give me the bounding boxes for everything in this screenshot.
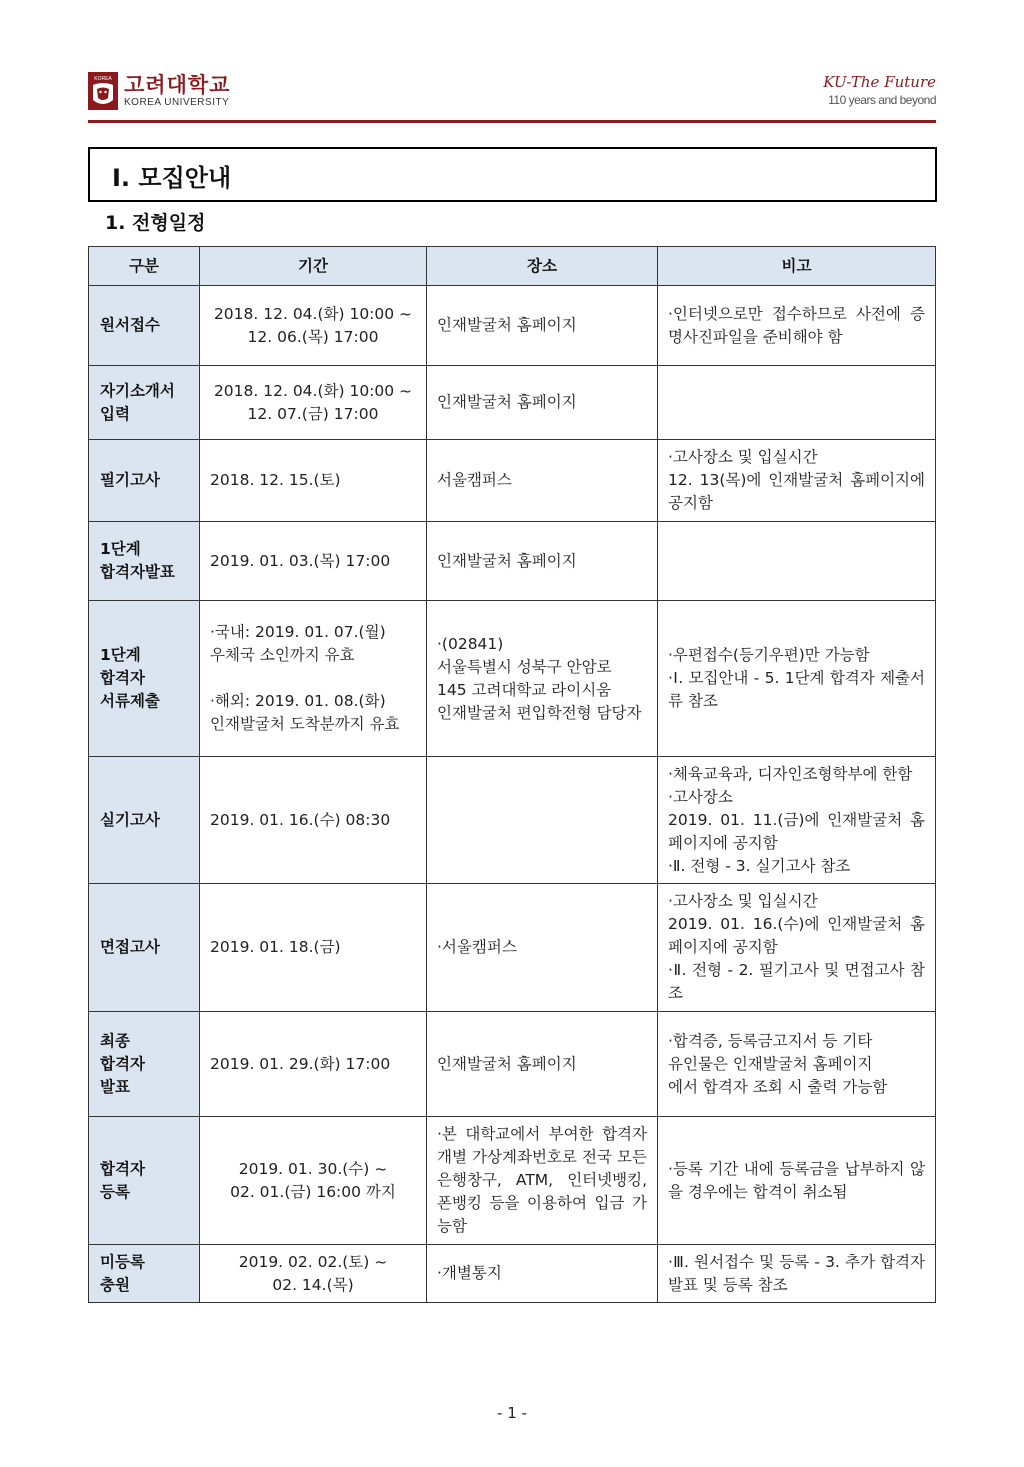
logo-english-name: KOREA UNIVERSITY: [124, 97, 230, 108]
slogan-script: KU-The Future: [823, 73, 936, 91]
page-header: [88, 70, 936, 120]
header-divider: [88, 120, 936, 123]
row-period: 2019. 01. 18.(금): [200, 884, 427, 1012]
row-note: ·고사장소 및 입실시간 2019. 01. 16.(수)에 인재발굴처 홈페이지에 공지함 ·Ⅱ. 전형 - 2. 필기고사 및 면접고사 참조: [658, 884, 936, 1012]
row-period: 2018. 12. 15.(토): [200, 440, 427, 522]
row-category: 미등록 충원: [89, 1245, 200, 1303]
row-note: ·등록 기간 내에 등록금을 납부하지 않을 경우에는 합격이 취소됨: [658, 1117, 936, 1245]
table-row: [89, 522, 936, 601]
row-period: 2019. 01. 29.(화) 17:00: [200, 1012, 427, 1117]
row-note: ·Ⅲ. 원서접수 및 등록 - 3. 추가 합격자 발표 및 등록 참조: [658, 1245, 936, 1303]
row-period: 2018. 12. 04.(화) 10:00 ~ 12. 07.(금) 17:00: [200, 366, 427, 440]
row-note: ·우편접수(등기우편)만 가능함 ·Ⅰ. 모집안내 - 5. 1단계 합격자 제출서류 참조: [658, 601, 936, 757]
row-place: ·(02841) 서울특별시 성북구 안암로 145 고려대학교 라이시움 인재발굴처 편입학전형 담당자: [427, 601, 658, 757]
row-period: ·국내: 2019. 01. 07.(월) 우체국 소인까지 유효 ·해외: 2019. 01. 08.(화) 인재발굴처 도착분까지 유효: [200, 601, 427, 757]
table-row: [89, 440, 936, 522]
row-place: 인재발굴처 홈페이지: [427, 522, 658, 601]
row-category: 자기소개서 입력: [89, 366, 200, 440]
row-category: 최종 합격자 발표: [89, 1012, 200, 1117]
university-logo: [88, 72, 230, 110]
row-category: 실기고사: [89, 757, 200, 884]
subheading: 1. 전형일정: [105, 212, 206, 234]
row-period: 2019. 01. 16.(수) 08:30: [200, 757, 427, 884]
row-place: 인재발굴처 홈페이지: [427, 1012, 658, 1117]
row-note: ·인터넷으로만 접수하므로 사전에 증명사진파일을 준비해야 함: [658, 286, 936, 366]
logo-korean-name: 고려대학교: [124, 73, 231, 97]
row-period: 2019. 02. 02.(토) ~ 02. 14.(목): [200, 1245, 427, 1303]
column-header-note: 비고: [658, 247, 936, 286]
section-title: Ⅰ. 모집안내: [112, 164, 232, 192]
table-row: [89, 757, 936, 884]
row-place: 서울캠퍼스: [427, 440, 658, 522]
table-row: [89, 1117, 936, 1245]
row-category: 합격자 등록: [89, 1117, 200, 1245]
row-place: ·본 대학교에서 부여한 합격자 개별 가상계좌번호로 전국 모든 은행창구, ATM, 인터넷뱅킹, 폰뱅킹 등을 이용하여 입금 가능함: [427, 1117, 658, 1245]
row-category: 원서접수: [89, 286, 200, 366]
section-title-box: [88, 147, 937, 202]
row-category: 1단계 합격자 서류제출: [89, 601, 200, 757]
row-place: [427, 757, 658, 884]
table-row: [89, 1245, 936, 1303]
tiger-emblem-icon: [88, 72, 118, 110]
row-place: 인재발굴처 홈페이지: [427, 366, 658, 440]
table-header-row: [89, 247, 936, 286]
slogan-logo: [796, 72, 936, 118]
table-row: [89, 286, 936, 366]
row-note: ·고사장소 및 입실시간 12. 13(목)에 인재발굴처 홈페이지에 공지함: [658, 440, 936, 522]
row-place: 인재발굴처 홈페이지: [427, 286, 658, 366]
row-period: 2018. 12. 04.(화) 10:00 ~ 12. 06.(목) 17:00: [200, 286, 427, 366]
row-note: [658, 366, 936, 440]
row-place: ·개별통지: [427, 1245, 658, 1303]
row-note: ·합격증, 등록금고지서 등 기타 유인물은 인재발굴처 홈페이지 에서 합격자 조회 시 출력 가능함: [658, 1012, 936, 1117]
row-note: ·체육교육과, 디자인조형학부에 한함 ·고사장소 2019. 01. 11.(금)에 인재발굴처 홈페이지에 공지함 ·Ⅱ. 전형 - 3. 실기고사 참조: [658, 757, 936, 884]
row-period: 2019. 01. 03.(목) 17:00: [200, 522, 427, 601]
logo-small-text: KOREA: [94, 76, 112, 82]
table-row: [89, 601, 936, 757]
row-note: [658, 522, 936, 601]
row-place: ·서울캠퍼스: [427, 884, 658, 1012]
slogan-subtitle: 110 years and beyond: [828, 93, 936, 107]
table-row: [89, 366, 936, 440]
row-period: 2019. 01. 30.(수) ~ 02. 01.(금) 16:00 까지: [200, 1117, 427, 1245]
row-category: 필기고사: [89, 440, 200, 522]
page-number: - 1 -: [497, 1404, 527, 1422]
column-header-period: 기간: [200, 247, 427, 286]
column-header-category: 구분: [89, 247, 200, 286]
table-row: [89, 884, 936, 1012]
row-category: 면접고사: [89, 884, 200, 1012]
column-header-place: 장소: [427, 247, 658, 286]
row-category: 1단계 합격자발표: [89, 522, 200, 601]
schedule-table: [88, 246, 936, 1303]
table-row: [89, 1012, 936, 1117]
